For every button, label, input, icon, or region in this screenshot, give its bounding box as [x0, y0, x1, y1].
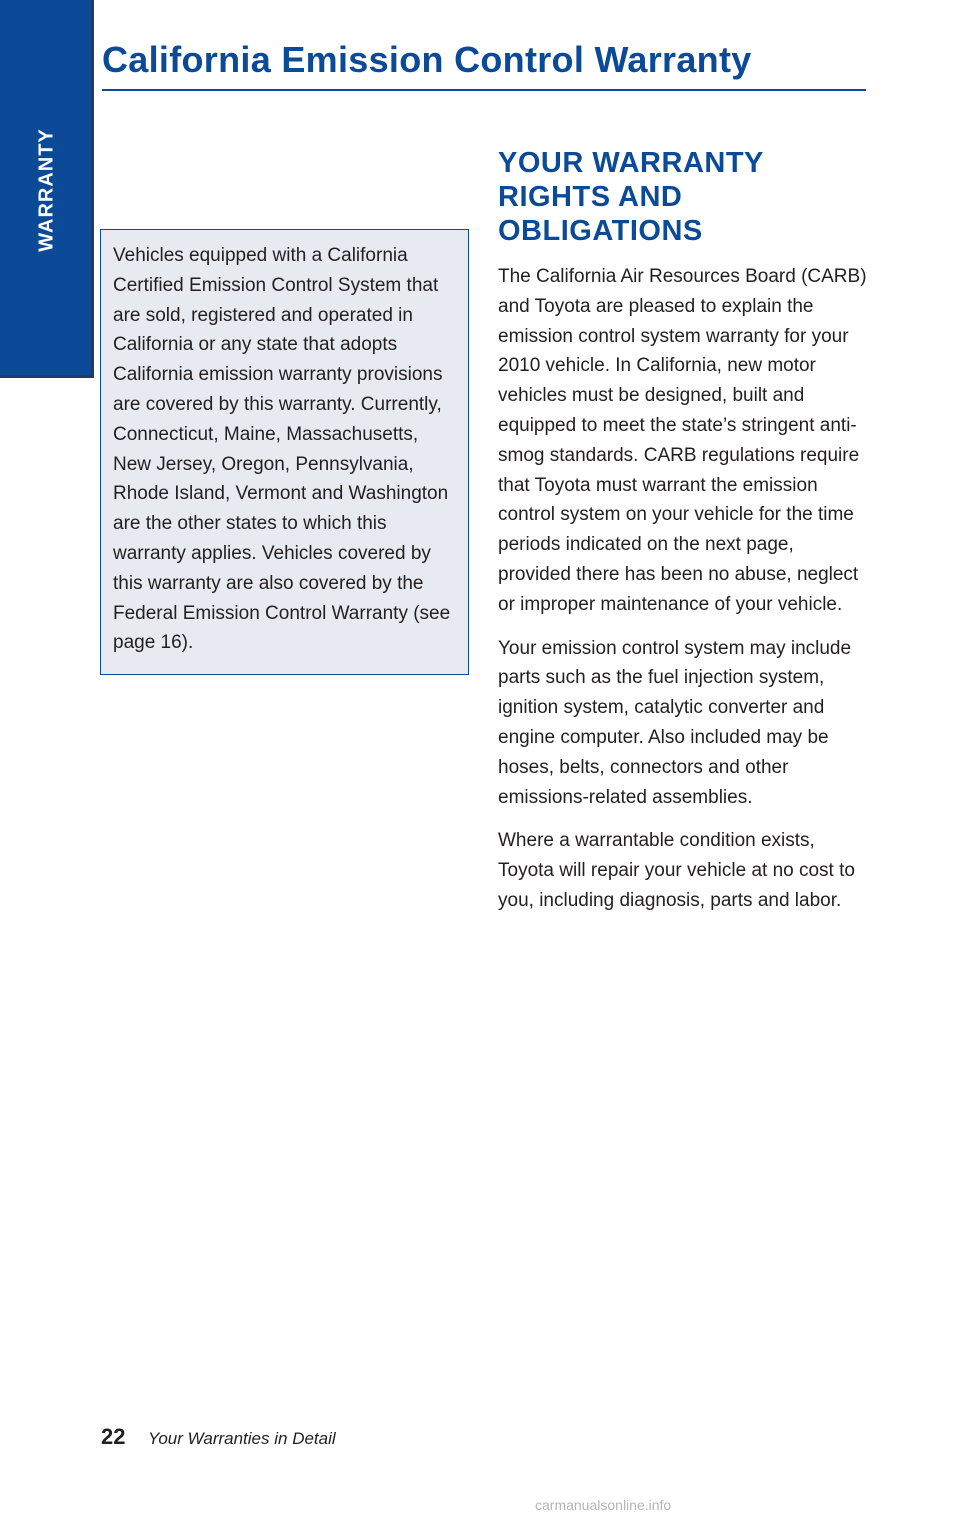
side-tab-label: WARRANTY	[35, 128, 58, 252]
title-divider	[102, 89, 866, 91]
watermark: carmanualsonline.info	[535, 1497, 672, 1513]
page-title: California Emission Control Warranty	[102, 39, 752, 80]
section-heading: YOUR WARRANTY RIGHTS AND OBLIGATIONS	[498, 147, 764, 247]
info-box	[100, 229, 469, 675]
section-paragraph-1: The California Air Resources Board (CARB) and Toyota are pleased to explain the emission control system warranty for your 2010 vehicle. In California, new motor vehicles must be designed, built and equipped to meet the state’s stringent anti-smog standards. CARB regulations require that Toyota must warrant the emission control system on your vehicle for the time periods indicated on the next page, provided there has been no abuse, neglect or improper maintenance of your vehicle.	[498, 266, 867, 615]
footer-label: Your Warranties in Detail	[147, 1429, 336, 1448]
warranty-rights-section	[498, 146, 870, 930]
side-tab	[0, 0, 94, 378]
page-number: 22	[101, 1424, 126, 1449]
page-footer	[101, 1424, 336, 1450]
section-paragraph-2: Your emission control system may include parts such as the fuel injection system, ignition system, catalytic converter and engine computer. Also included may be hoses, belts, connectors and other emissions-related assemblies.	[498, 637, 852, 808]
info-box-text: Vehicles equipped with a California Certified Emission Control System that are sold, registered and operated in California or any state that adopts California emission warranty provisions are covered by this warranty. Currently, Connecticut, Maine, Massachusetts, New Jersey, Oregon, Pennsylvania, Rhode Island, Vermont and Washington are the other states to which this warranty applies. Vehicles covered by this warranty are also covered by the Federal Emission Control Warranty (see page 16).	[113, 245, 451, 654]
section-paragraph-3: Where a warrantable condition exists, Toyota will repair your vehicle at no cost to you, including diagnosis, parts and labor.	[498, 830, 855, 911]
